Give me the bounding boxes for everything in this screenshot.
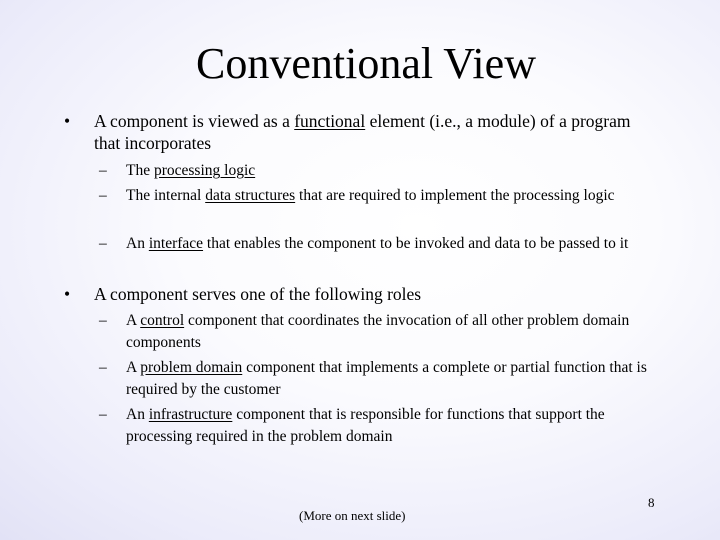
sub-bullet-item	[99, 404, 661, 447]
dash-marker: –	[99, 162, 107, 179]
dash-marker: –	[99, 312, 107, 329]
dash-marker: –	[99, 235, 107, 252]
sub-bullet-item	[99, 233, 661, 255]
bullet-marker: •	[64, 284, 71, 304]
bullet-item	[64, 283, 654, 305]
sub-text-post: component that coordinates the invocation of all other problem domain components	[126, 312, 630, 351]
footer-note: (More on next slide)	[299, 508, 406, 523]
underlined-term: infrastructure	[148, 406, 233, 423]
sub-bullet-item	[99, 310, 661, 353]
sub-text-pre: An	[126, 235, 149, 252]
sub-bullet-item	[99, 160, 661, 182]
sub-text-post: that are required to implement the processing logic	[295, 187, 615, 204]
bullet-text-post: element (i.e., a module) of a program that incorporates	[94, 111, 631, 153]
sub-text-post: component that implements a complete or partial function that is required by the customer	[126, 359, 647, 398]
sub-text-pre: An	[126, 406, 149, 423]
dash-marker: –	[99, 359, 107, 376]
sub-text-pre: A	[126, 359, 141, 376]
bullet-marker: •	[64, 111, 71, 131]
page-number: 8	[648, 495, 655, 510]
underlined-term: problem domain	[140, 359, 243, 376]
sub-text-pre: The	[126, 162, 154, 179]
underlined-term: interface	[148, 235, 204, 252]
bullet-text-pre: A component is viewed as a	[94, 111, 295, 131]
bullet-item	[64, 110, 654, 154]
underlined-term: control	[140, 312, 185, 329]
bullet-text: A component serves one of the following roles	[94, 284, 422, 304]
sub-bullet-item	[99, 185, 661, 207]
dash-marker: –	[99, 187, 107, 204]
sub-text-pre: The internal	[126, 187, 206, 204]
dash-marker: –	[99, 406, 107, 423]
sub-bullet-item	[99, 357, 661, 400]
sub-text-post: component that is responsible for functions that support the processing required in the problem domain	[126, 406, 605, 445]
slide-title: Conventional View	[196, 39, 536, 88]
underlined-term: functional	[294, 111, 366, 131]
underlined-term: processing logic	[153, 162, 256, 179]
sub-text-post: that enables the component to be invoked and data to be passed to it	[203, 235, 629, 252]
sub-text-pre: A	[126, 312, 141, 329]
underlined-term: data structures	[205, 187, 296, 204]
